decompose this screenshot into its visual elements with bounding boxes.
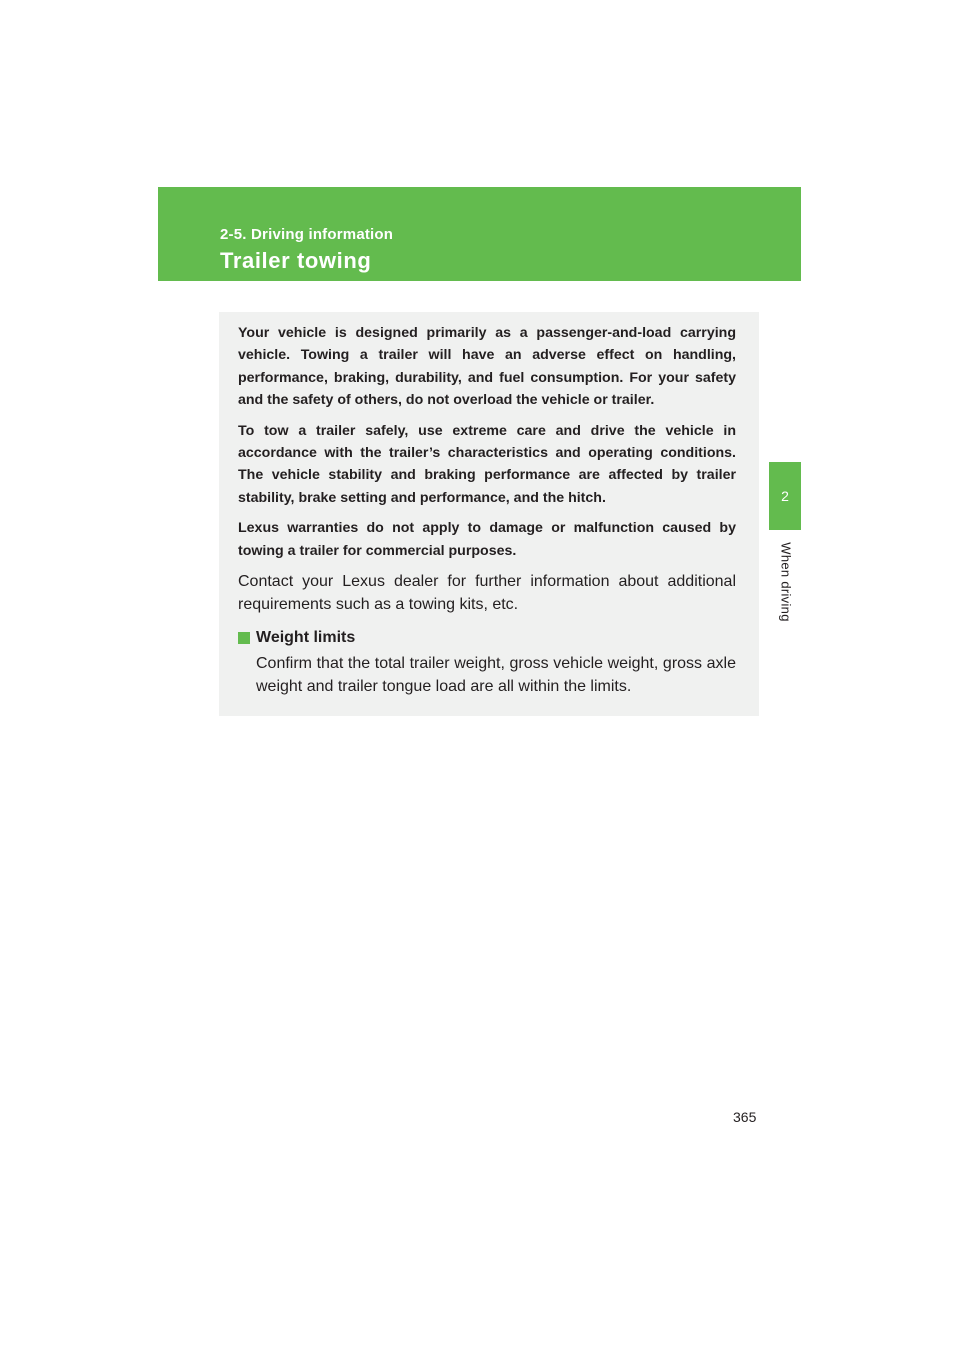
page-title: Trailer towing xyxy=(220,248,372,273)
chapter-label: When driving xyxy=(778,542,794,622)
page-number: 365 xyxy=(733,1109,757,1125)
intro-paragraph-1: Your vehicle is designed primarily as a passenger-and-load carrying vehicle. Towing a trailer will have an adverse effect on handling, performance, braking, durability, and fuel consumption. For your safety and the safety of others, do not overload the vehicle or trailer. xyxy=(238,325,736,409)
weight-limits-text: Confirm that the total trailer weight, gross vehicle weight, gross axle weight and trailer tongue load are all within the limits. xyxy=(256,655,736,696)
weight-limits-heading xyxy=(238,626,736,649)
weight-limits-heading-text: Weight limits xyxy=(256,629,356,647)
chapter-tab[interactable] xyxy=(769,462,801,530)
intro-paragraph-2: To tow a trailer safely, use extreme care and drive the vehicle in accordance with the trailer’s characteristics and operating conditions. The vehicle stability and braking performance are affected by trailer stability, brake setting and performance, and the hitch. xyxy=(238,422,736,506)
square-bullet-icon xyxy=(238,632,250,644)
dealer-contact-paragraph: Contact your Lexus dealer for further information about additional requirements such as a towing kits, etc. xyxy=(238,573,736,614)
chapter-number: 2 xyxy=(781,488,789,504)
content-box xyxy=(219,312,759,716)
section-label: 2-5. Driving information xyxy=(220,226,394,243)
intro-paragraph-3: Lexus warranties do not apply to damage or malfunction caused by towing a trailer for commercial purposes. xyxy=(238,520,736,559)
